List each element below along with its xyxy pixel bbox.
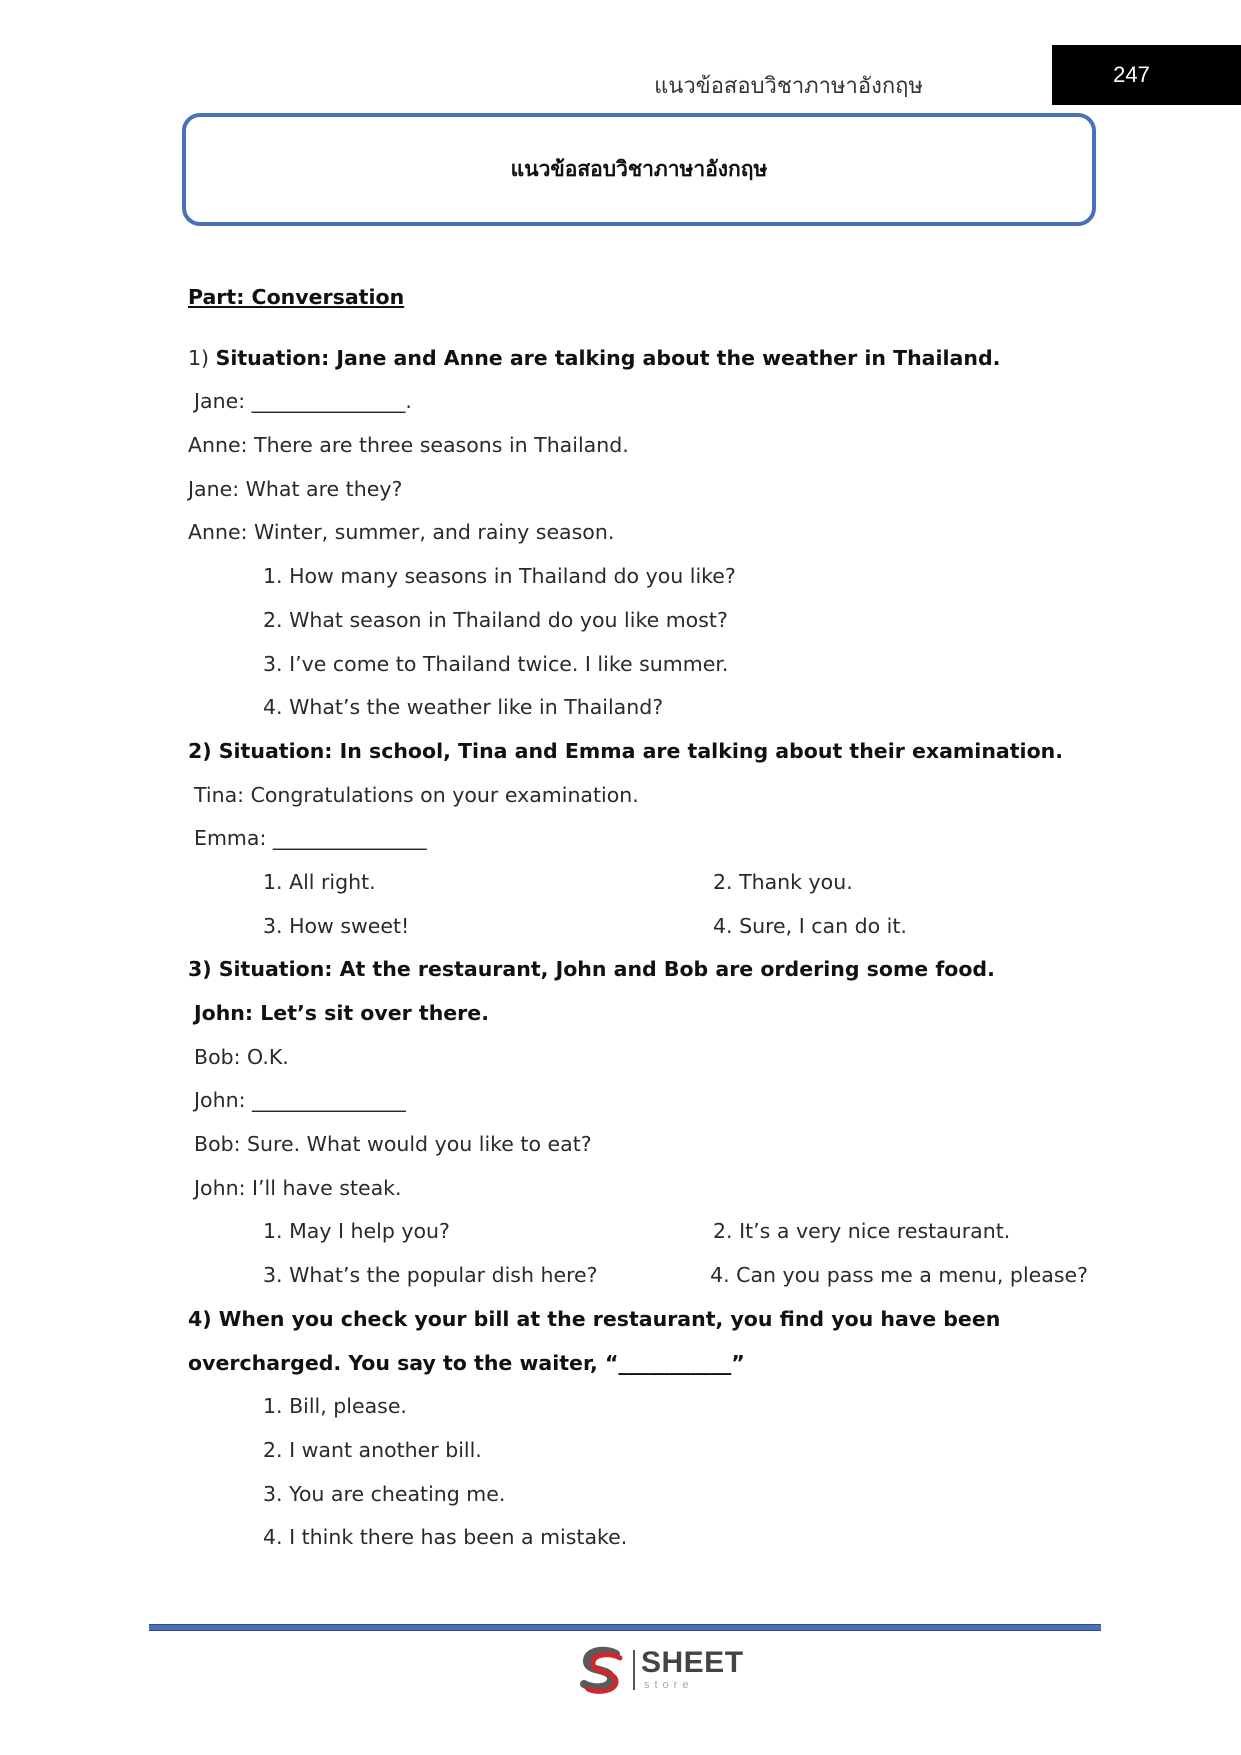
q1-situation-text: Situation: Jane and Anne are talking about the weather in Thailand. [215,345,1001,370]
logo-text: SHEET [641,1646,744,1679]
title-box-text: แนวข้อสอบวิชาภาษาอังกฤษ [510,157,768,181]
q4-question-line2: overcharged. You say to the waiter, “___________” [188,1350,745,1375]
sheet-store-logo [578,1646,744,1698]
answer-option: 4. What’s the weather like in Thailand? [263,695,664,720]
dialogue-line: John: Let’s sit over there. [194,1001,489,1025]
answer-row [188,1210,1088,1254]
dialogue-line: John: I’ll have steak. [194,1175,402,1200]
page-number: 247 [1052,45,1241,105]
logo-subtext: store [644,1679,694,1691]
q4-question-line1: 4) When you check your bill at the restaurant, you find you have been [188,1306,1001,1331]
dialogue-line: John: _______________ [194,1088,406,1113]
header-title: แนวข้อสอบวิชาภาษาอังกฤษ [654,74,923,99]
answer-option: 4. Can you pass me a menu, please? [710,1263,1088,1288]
answer-row [188,1254,1088,1298]
answer-option: 3. You are cheating me. [263,1481,506,1506]
answer-option: 2. Thank you. [713,869,853,894]
answer-option: 1. How many seasons in Thailand do you like? [263,564,736,589]
q3-situation: 3) Situation: At the restaurant, John and Bob are ordering some food. [188,957,995,982]
footer-rule [149,1624,1101,1631]
answer-option: 1. May I help you? [263,1219,450,1244]
dialogue-line: Bob: Sure. What would you like to eat? [194,1132,592,1157]
answer-option: 2. What season in Thailand do you like most? [263,607,728,632]
answer-option: 3. What’s the popular dish here? [263,1263,598,1288]
q1-number: 1) [188,345,216,370]
dialogue-line: Emma: _______________ [194,826,427,851]
answer-option: 1. Bill, please. [263,1394,407,1419]
q2-situation: 2) Situation: In school, Tina and Emma are talking about their examination. [188,738,1064,763]
dialogue-line: Tina: Congratulations on your examination. [194,782,639,807]
answer-option: 2. I want another bill. [263,1437,482,1462]
part-heading: Part: Conversation [188,285,405,309]
dialogue-line: Anne: There are three seasons in Thailand. [188,433,629,458]
answer-option: 4. I think there has been a mistake. [263,1525,628,1550]
answer-option: 3. I’ve come to Thailand twice. I like summer. [263,651,729,676]
sheet-store-logo-icon [578,1646,626,1696]
dialogue-line: Jane: What are they? [188,476,403,501]
title-box [182,113,1096,226]
answer-row [188,861,1088,905]
answer-option: 1. All right. [263,869,376,894]
dialogue-line: Bob: O.K. [194,1044,289,1069]
logo-divider [633,1650,635,1690]
dialogue-line: Anne: Winter, summer, and rainy season. [188,520,615,545]
q1-situation [188,337,1088,381]
dialogue-line: Jane: _______________. [194,389,412,414]
answer-option: 2. It’s a very nice restaurant. [713,1219,1011,1244]
exam-content [188,276,1088,1560]
answer-option: 4. Sure, I can do it. [713,913,907,938]
answer-row [188,905,1088,949]
answer-option: 3. How sweet! [263,913,410,938]
